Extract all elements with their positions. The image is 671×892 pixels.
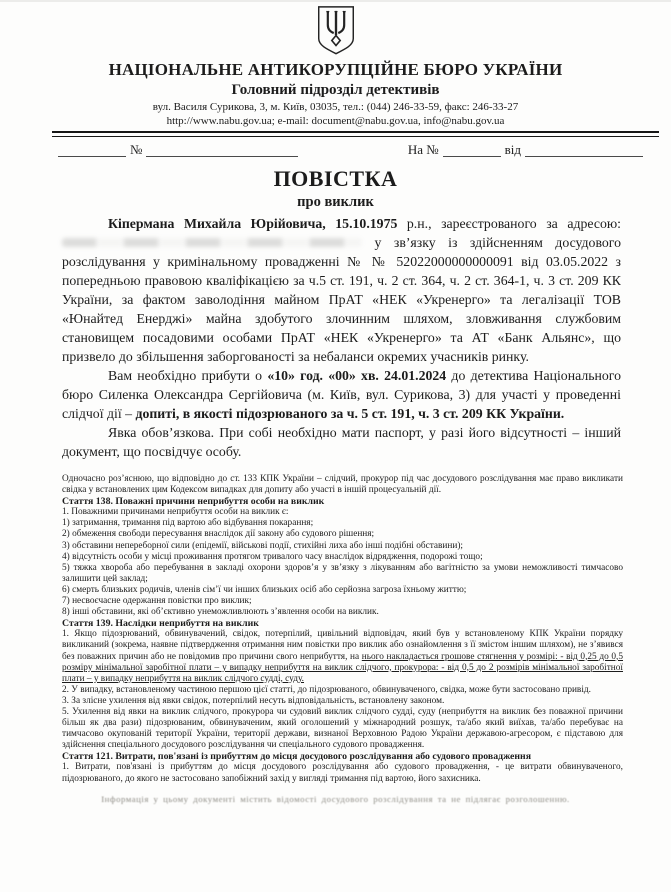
article-138-line: 1. Поважними причинами неприбуття особи на виклик є:	[62, 507, 289, 518]
ukraine-trident-coat-of-arms-icon	[316, 43, 356, 60]
article-138-line: 7) несвоєчасне одержання повістки про виклик;	[62, 596, 252, 607]
paragraph-text: р.н., зареєстрованого за адресою:	[397, 216, 621, 231]
ref-date-blank	[58, 143, 126, 157]
paragraph-appearance-order	[62, 366, 621, 423]
article-139-p2: 2. У випадку, встановленому частиною першою цієї статті, до підозрюваного, обвинуваченого, свідка, може бути застосовано привід.	[62, 684, 591, 695]
document-subtitle: про виклик	[297, 194, 374, 210]
paragraph-text: до детектива Національного бюро Силенка Олександра Сергійовича (м. Київ, вул. Сурикова, 3) для участі у проведенні слідчої дії –	[62, 368, 622, 421]
paragraph-text: у зв’язку із здійсненням досудового розслідування у кримінальному провадженні № № 52022000000000091 від 03.05.2022 з попередньою правовою кваліфікацією за ч.5 ст. 191, ч. 2 ст. 364, ч. 2 ст. 364-1, ч. 3 ст. 209 КК України, за фактом заволодіння майном ПрАТ «НЕК «Укренерго» та легалізації ТОВ «Юнайтед Енерджі» майна здобутого злочинним шляхом, зловживання службовим становищем посадовими особами ПрАТ «НЕК «Укренерго» та АТ «Банк Альянс», що призвело до збільшення заборгованості за небаланси окремих учасників ринку.	[62, 235, 621, 364]
article-139-p1	[62, 629, 623, 684]
confidentiality-footnote: Інформація у цьому документі містить відомості досудового розслідування та не підлягає розголошенню.	[101, 793, 570, 804]
article-138-line: 5) тяжка хвороба або перебування в закладі охорони здоров’я у зв’язку з лікуванням або вагітністю за умови неможливості тимчасово залишити цей заклад;	[62, 562, 623, 584]
legal-intro: Одночасно роз’яснюю, що відповідно до ст. 133 КПК України – слідчий, прокурор під час досудового розслідування має право викликати свідка у встановлених цим Кодексом випадках для допиту або участі в іншій процесуальній дії.	[62, 474, 623, 496]
emblem-container	[0, 2, 671, 57]
ref-number-blank	[146, 143, 298, 157]
article-138-heading: Стаття 138. Поважні причини неприбуття особи на виклик	[62, 496, 325, 508]
ref-na-label: На №	[407, 142, 439, 157]
paragraph-mandatory-attendance: Явка обов’язкова. При собі необхідно мати паспорт, у разі його відсутності – інший документ, що посвідчує особу.	[62, 425, 621, 459]
article-121-p1: 1. Витрати, пов'язані із прибуттям до місця досудового розслідування або судового провадження, - це витрати обвинуваченого, підозрюваного, до якого не застосовано запобіжний захід у вигляді тримання під вартою, його захисника.	[62, 762, 623, 784]
article-138-line: 8) інші обставини, які об’єктивно унеможливлюють з’явлення особи на виклик.	[62, 607, 379, 618]
article-138-line: 3) обставини непереборної сили (епідемії, військові події, стихійні лиха або інші подібні обставини);	[62, 540, 464, 551]
article-121-heading: Стаття 121. Витрати, пов'язані із прибуттям до місця досудового розслідування або судового провадження	[62, 751, 531, 763]
ref-na-blank	[443, 143, 501, 157]
document-title: ПОВІСТКА	[273, 166, 398, 191]
appearance-purpose: допиті, в якості підозрюваного за ч. 5 ст. 191, ч. 3 ст. 209 КК України.	[135, 406, 565, 421]
ref-vid-blank	[525, 143, 643, 157]
paragraph-case-details	[62, 214, 621, 366]
article-139-p5: 5. Ухилення від явки на виклик слідчого, прокурора чи судовий виклик слідчого судді, суду (неприбуття на виклик без поважної причини більш як два рази) підозрюваним, обвинуваченим, який оголошений у міжнародний розшук, та/або який виїхав, та/або перебуває на тимчасово окупованій території України, території держави, визнаної Верховною Радою України державою-агресором, є підставою для здійснення спеціального досудового розслідування чи спеціального судового провадження.	[62, 706, 623, 751]
summoned-person-name: Кіпермана Михайла Юрійовича, 15.10.1975	[108, 216, 398, 231]
article-138-line: 1) затримання, тримання під вартою або відбування покарання;	[62, 518, 314, 529]
header-divider-rule	[52, 131, 659, 137]
ref-vid-label: від	[504, 142, 521, 157]
legal-articles-section	[62, 474, 623, 785]
article-139-p1-text: 1. Якщо підозрюваний, обвинувачений, свідок, потерпілий, цивільний відповідач, який був у встановленому КПК України порядку викликаний (зокрема, наявне підтвердження отримання ним повістки про виклик або ознайомлення з її змістом іншим шляхом), не з’явився без поважних причин або не повідомив про причини свого неприбуття, на	[62, 629, 623, 662]
article-139-penalty-underlined: нього накладається грошове стягнення у розмірі: - від 0,25 до 0,5 розміру мінімальної заробітної плати – у випадку неприбуття на виклик слідчого, прокурора: - від 0,5 до 2 розмірів мінімальної заробітної плати – у випадку неприбуття на виклик слідчого судді, суду.	[62, 651, 623, 684]
article-139-p3: 3. За злісне ухилення від явки свідок, потерпілий несуть відповідальність, встановлену законом.	[62, 695, 445, 706]
article-139-heading: Стаття 139. Наслідки неприбуття на виклик	[62, 618, 259, 630]
org-contacts: http://www.nabu.gov.ua; e-mail: document@nabu.gov.ua, info@nabu.gov.ua	[166, 115, 505, 127]
org-address: вул. Василя Сурикова, 3, м. Київ, 03035, тел.: (044) 246-33-59, факс: 246-33-27	[152, 101, 519, 113]
article-138-line: 4) відсутність особи у місці проживання протягом тривалого часу внаслідок відрядження, подорожі тощо;	[62, 551, 483, 562]
paragraph-text: Вам необхідно прибути о	[108, 368, 268, 383]
article-138-line: 2) обмеження свободи пересування внаслідок дії закону або судового рішення;	[62, 529, 375, 540]
org-division: Головний підрозділ детективів	[231, 82, 440, 98]
org-name: НАЦІОНАЛЬНЕ АНТИКОРУПЦІЙНЕ БЮРО УКРАЇНИ	[108, 60, 563, 79]
reference-number-line	[58, 142, 643, 157]
appearance-datetime: «10» год. «00» хв. 24.01.2024	[267, 368, 447, 383]
ref-no-label: №	[130, 142, 143, 157]
redacted-address-area	[62, 238, 362, 247]
article-138-line: 6) смерть близьких родичів, членів сім’ї чи інших близьких осіб або серйозна загроза їхньому життю;	[62, 584, 467, 595]
